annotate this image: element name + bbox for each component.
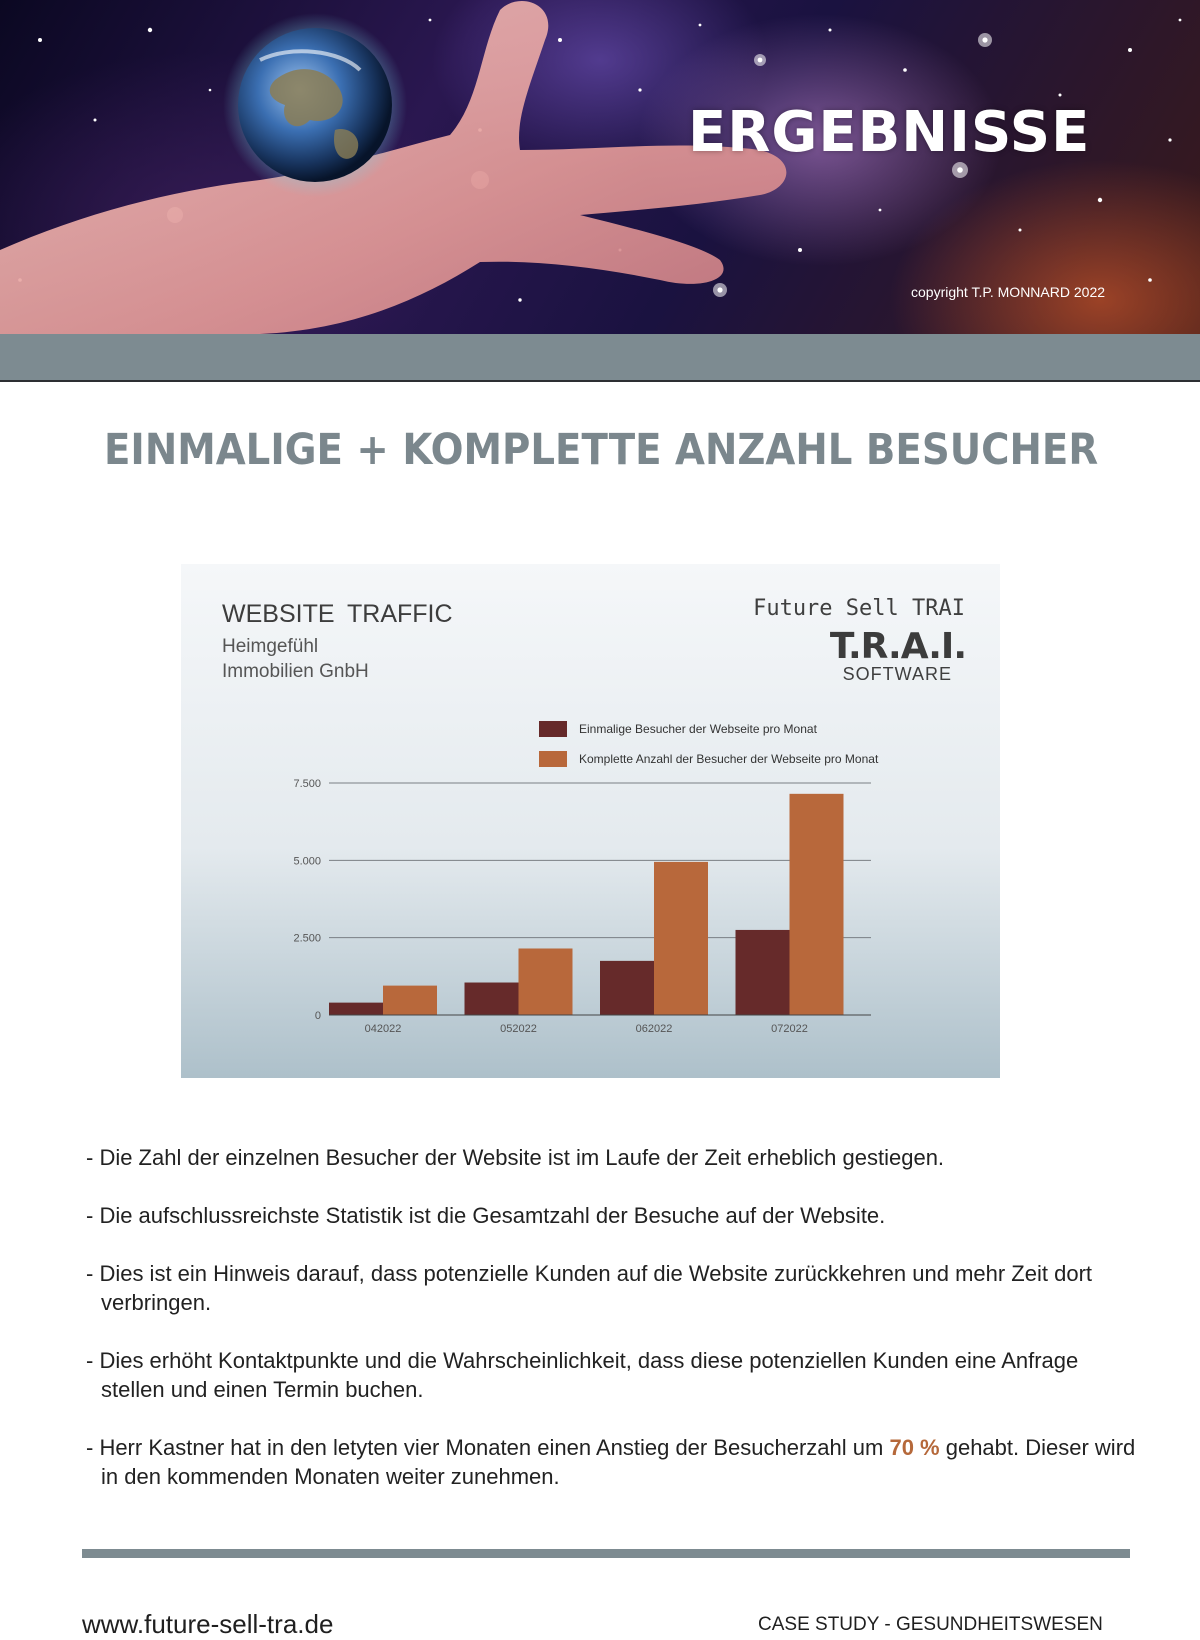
bullet-1: - Die Zahl der einzelnen Besucher der Website ist im Laufe der Zeit erheblich gestiegen.	[86, 1145, 945, 1170]
y-tick-label: 0	[314, 1010, 321, 1022]
y-tick-label: 7.500	[293, 778, 321, 790]
x-tick-label: 042022	[364, 1023, 402, 1035]
gray-band	[0, 334, 1200, 380]
footer-case-study: CASE STUDY - GESUNDHEITSWESEN	[758, 1614, 1103, 1635]
card-title: WEBSITE TRAFFIC	[222, 600, 453, 628]
bullet-list	[86, 1143, 1146, 1520]
divider-line	[0, 380, 1200, 382]
footer-website-link[interactable]: www.future-sell-tra.de	[82, 1609, 334, 1639]
bullet-5	[86, 1433, 1146, 1491]
legend-label-unique: Einmalige Besucher der Webseite pro Monat	[579, 722, 817, 736]
card-subtitle-line2: Immobilien GnbH	[222, 661, 369, 682]
bar-total-visitors	[383, 986, 437, 1015]
hand-shape	[0, 1, 786, 334]
bar-chart	[181, 564, 1000, 1078]
x-tick-label: 052022	[500, 1023, 537, 1035]
brand-software: SOFTWARE	[842, 664, 952, 684]
brand-logo: T.R.A.I.	[829, 626, 966, 667]
bar-unique-visitors	[600, 961, 654, 1015]
bar-total-visitors	[790, 794, 844, 1015]
bar-unique-visitors	[329, 1003, 383, 1015]
legend-label-total: Komplette Anzahl der Besucher der Webseite pro Monat	[579, 752, 879, 766]
y-tick-label: 5.000	[293, 855, 321, 868]
bar-unique-visitors	[736, 930, 790, 1015]
bar-unique-visitors	[465, 983, 519, 1015]
x-tick-label: 072022	[771, 1023, 808, 1035]
hero-banner	[0, 0, 1200, 334]
bullet-5-post: gehabt. Dieser wird in den kommenden Monaten weiter zunehmen.	[101, 1435, 1136, 1489]
bullet-2: - Die aufschlussreichste Statistik ist die Gesamtzahl der Besuche auf der Website.	[86, 1203, 886, 1228]
bullet-5-pre: - Herr Kastner hat in den letyten vier Monaten einen Anstieg der Besucherzahl um	[86, 1435, 890, 1460]
banner-copyright: copyright T.P. MONNARD 2022	[911, 284, 1106, 300]
banner-title: ERGEBNISSE	[688, 100, 1091, 165]
section-title: EINMALIGE + KOMPLETTE ANZAHL BESUCHER	[104, 425, 1099, 475]
x-tick-label: 062022	[635, 1023, 673, 1035]
bar-total-visitors	[654, 862, 708, 1015]
bullet-3: - Dies ist ein Hinweis darauf, dass potenzielle Kunden auf die Website zurückkehren und mehr Zeit dort verbringen.	[86, 1261, 1093, 1315]
bullet-4: - Dies erhöht Kontaktpunkte und die Wahrscheinlichkeit, dass diese potenziellen Kunden eine Anfrage stellen und einen Termin buchen.	[86, 1348, 1079, 1402]
growth-highlight: 70 %	[889, 1435, 940, 1460]
bar-total-visitors	[519, 948, 573, 1015]
y-tick-label: 2.500	[293, 932, 321, 945]
footer-rule	[82, 1549, 1130, 1558]
brand-line: Future Sell TRAI	[753, 596, 965, 621]
chart-card	[181, 564, 1000, 1078]
card-subtitle-line1: Heimgefühl	[222, 636, 319, 657]
